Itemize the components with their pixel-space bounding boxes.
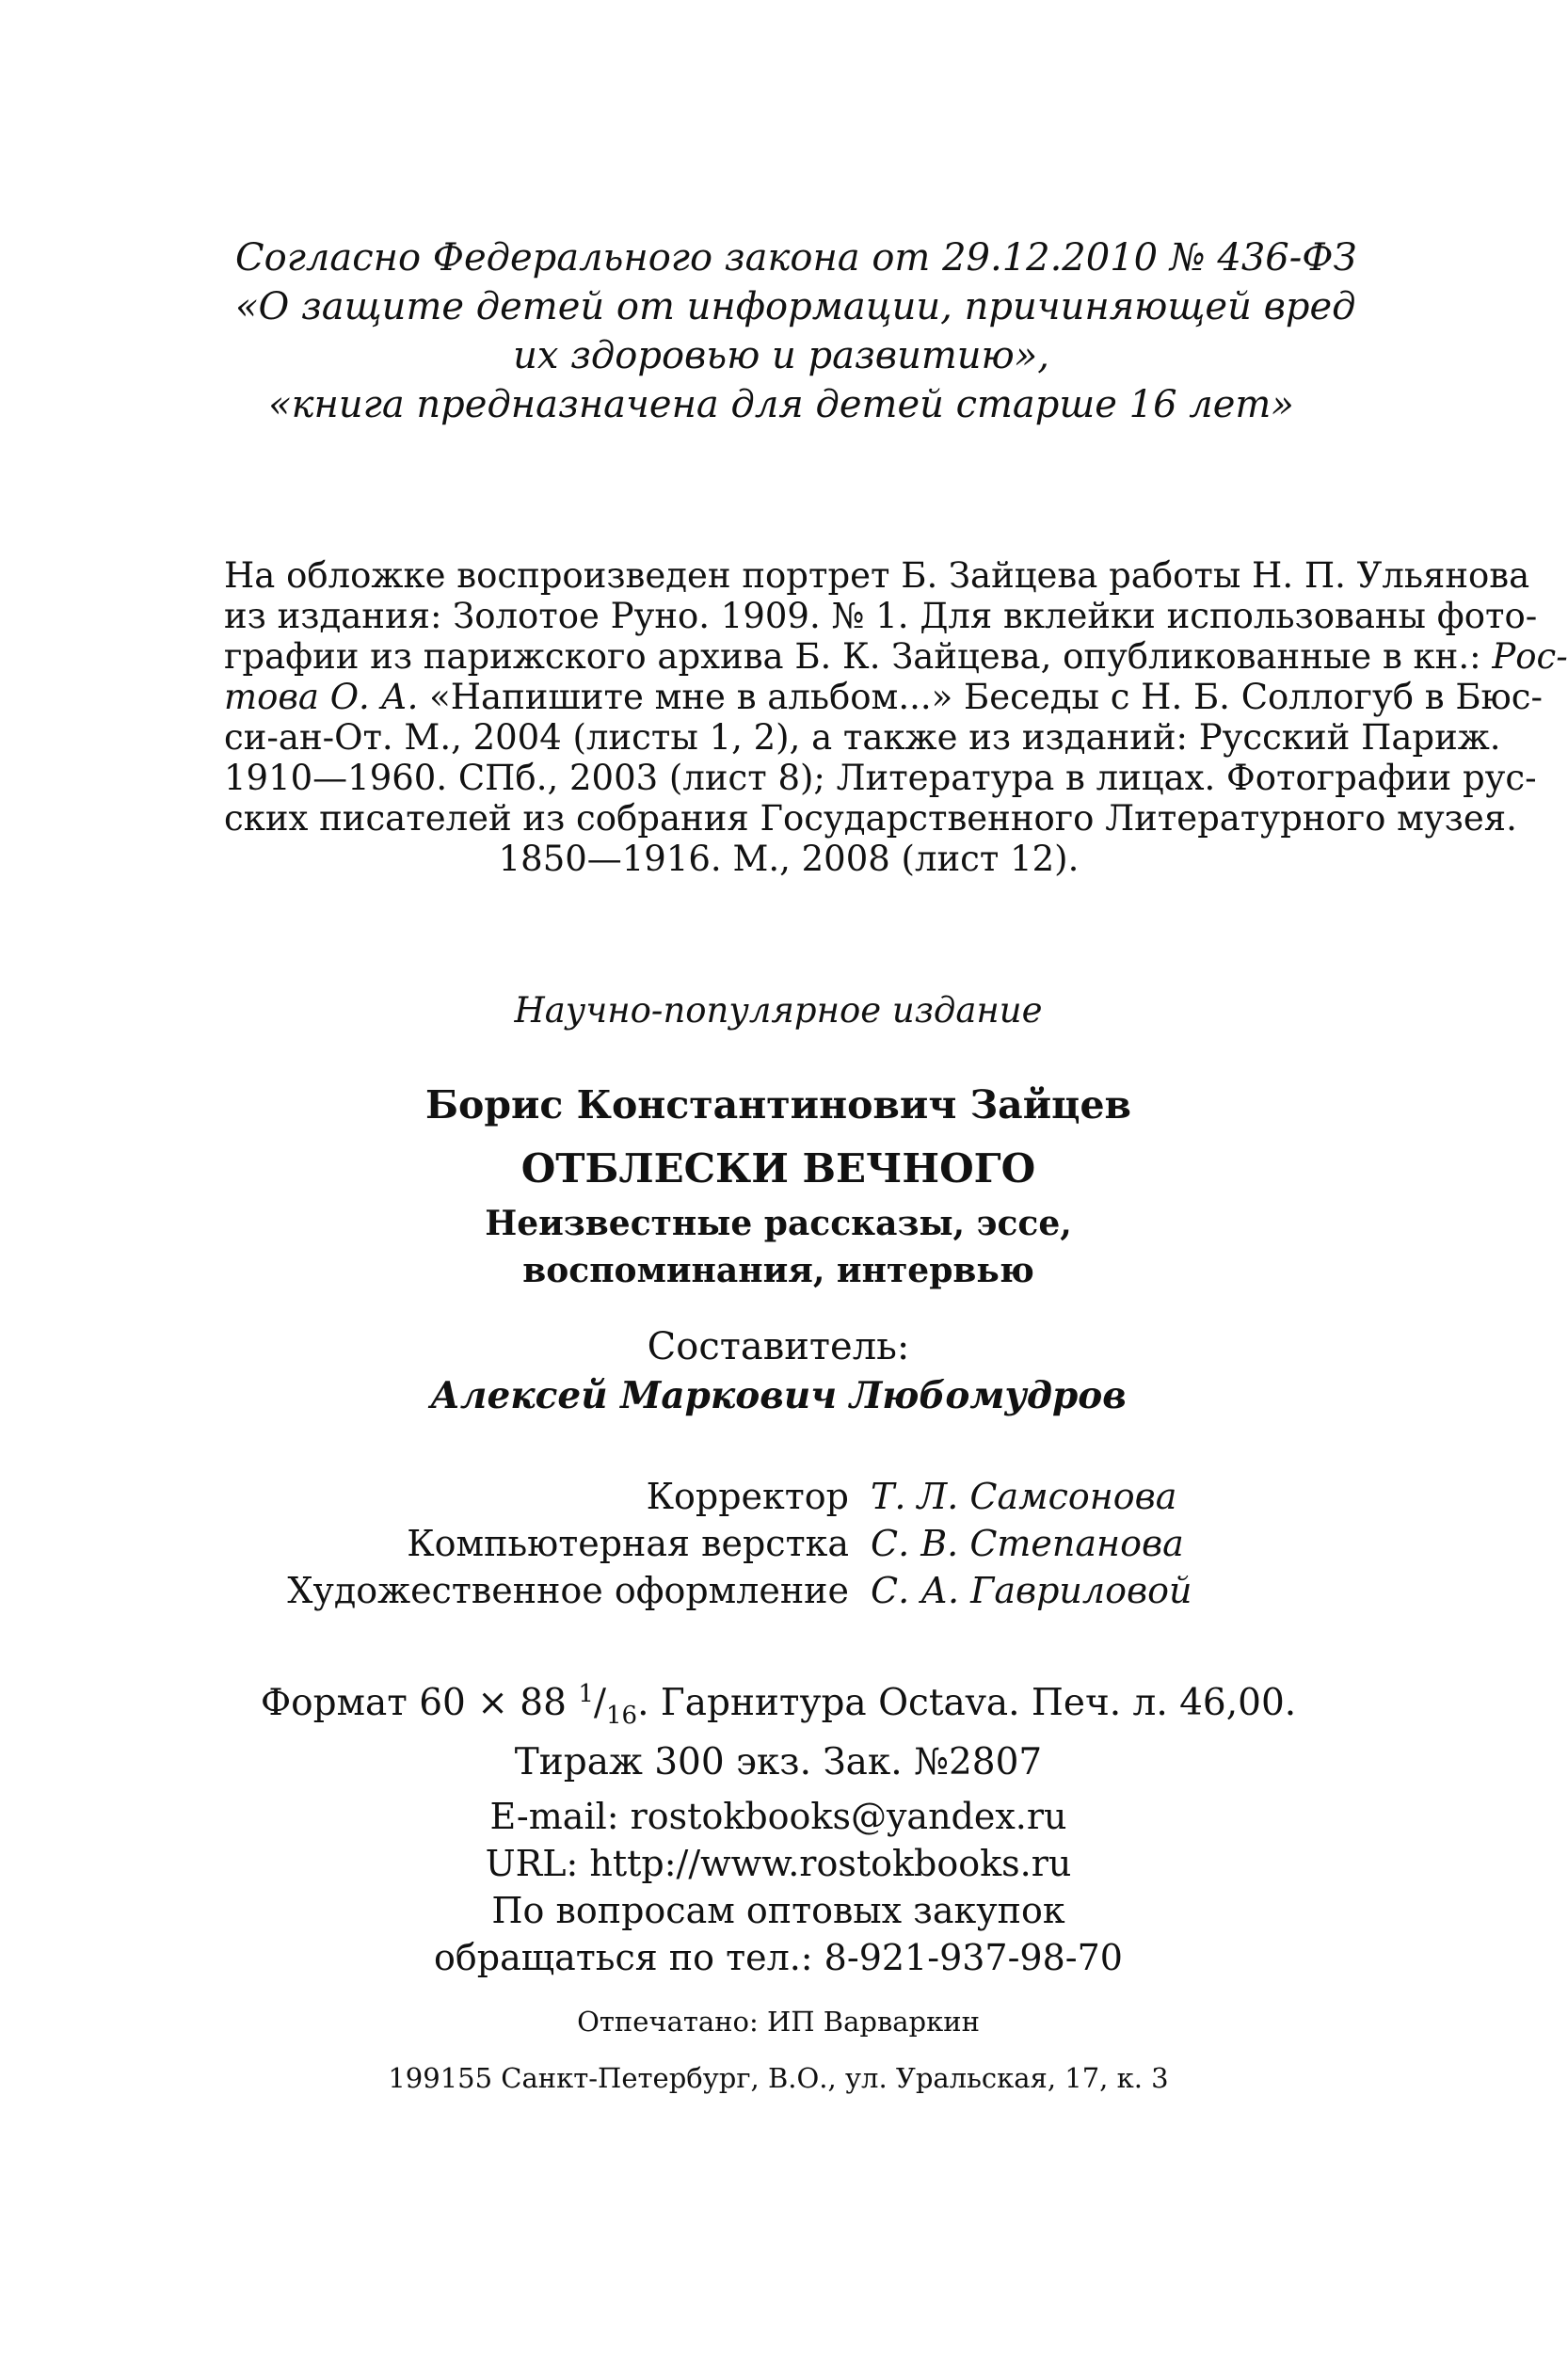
format-prefix: Формат 60 × 88: [260, 1682, 567, 1724]
paragraph-line: [224, 636, 1568, 677]
paragraph-line: 1850—1916. М., 2008 (лист 12).: [498, 839, 1080, 879]
credit-name: С. А. Гавриловой: [871, 1570, 1192, 1611]
format-fraction-denominator: 16: [606, 1701, 638, 1730]
publication-genre: Научно-популярное издание: [514, 990, 1043, 1031]
email-line: E-mail: rostokbooks@yandex.ru: [489, 1796, 1067, 1837]
book-subtitle: [0, 1200, 1557, 1294]
phone-line: обращаться по тел.: 8-921-937-98-70: [434, 1937, 1123, 1978]
format-suffix: . Гарнитура Octava. Печ. л. 46,00.: [637, 1682, 1297, 1724]
law-line: Согласно Федерального закона от 29.12.2010 № 436-ФЗ: [235, 236, 1357, 280]
book-title: ОТБЛЕСКИ ВЕЧНОГО: [520, 1145, 1036, 1191]
credit-name: С. В. Степанова: [871, 1523, 1184, 1564]
compiler-label: Составитель:: [647, 1325, 910, 1368]
paragraph-line: На обложке воспроизведен портрет Б. Зайцева работы Н. П. Ульянова: [224, 555, 1530, 596]
paragraph-line: 1910—1960. СПб., 2003 (лист 8); Литература в лицах. Фотографии рус-: [224, 758, 1537, 798]
printer-name: Отпечатано: ИП Варваркин: [577, 2006, 980, 2038]
line-text: «Напишите мне в альбом...» Беседы с Н. Б. Соллогуб в Бюс-: [429, 677, 1543, 717]
credit-row: [0, 1473, 1557, 1520]
url-line: URL: http://www.rostokbooks.ru: [485, 1843, 1072, 1884]
law-line: «книга предназначена для детей старше 16 лет»: [268, 383, 1294, 426]
law-line: «О защите детей от информации, причиняющей вред: [235, 285, 1356, 328]
wholesale-line: По вопросам оптовых закупок: [491, 1890, 1065, 1931]
printer-info: [0, 1993, 1557, 2106]
credit-role: Компьютерная верстка: [407, 1523, 849, 1564]
italic-author-name: Рос-: [1492, 636, 1568, 677]
format-fraction-separator: /: [593, 1682, 607, 1724]
credit-row: [0, 1520, 1557, 1567]
compiler-name: Алексей Маркович Любомудров: [430, 1374, 1127, 1417]
printer-address: 199155 Санкт-Петербург, В.О., ул. Уральская, 17, к. 3: [388, 2062, 1169, 2094]
print-run-line: Тираж 300 экз. Зак. №2807: [514, 1740, 1043, 1783]
paragraph-line: си-ан-От. М., 2004 (листы 1, 2), а также из изданий: Русский Париж.: [224, 717, 1501, 758]
credits-list: [0, 1473, 1557, 1614]
format-fraction-numerator: 1: [578, 1680, 594, 1708]
print-format-info: [0, 1671, 1557, 1786]
credit-role: Художественное оформление: [287, 1570, 849, 1611]
subtitle-line: воспоминания, интервью: [522, 1251, 1034, 1290]
publisher-contacts: [0, 1793, 1557, 1981]
book-author: Борис Константинович Зайцев: [424, 1082, 1132, 1128]
credit-name: Т. Л. Самсонова: [871, 1476, 1177, 1517]
line-text: графии из парижского архива Б. К. Зайцева, опубликованные в кн.:: [224, 636, 1481, 677]
subtitle-line: Неизвестные рассказы, эссе,: [485, 1204, 1072, 1243]
credit-row: [0, 1567, 1557, 1614]
paragraph-line: из издания: Золотое Руно. 1909. № 1. Для вклейки использованы фото-: [224, 596, 1538, 636]
paragraph-line: [224, 677, 1543, 717]
italic-author-name: това О. А.: [224, 677, 419, 717]
cover-credits-paragraph: [224, 555, 1568, 879]
age-restriction-notice: [235, 233, 1357, 429]
paragraph-line: ских писателей из собрания Государственного Литературного музея.: [224, 798, 1517, 839]
credit-role: Корректор: [646, 1476, 849, 1517]
format-line: [0, 1671, 1557, 1739]
law-line: их здоровью и развитию»,: [513, 334, 1049, 377]
